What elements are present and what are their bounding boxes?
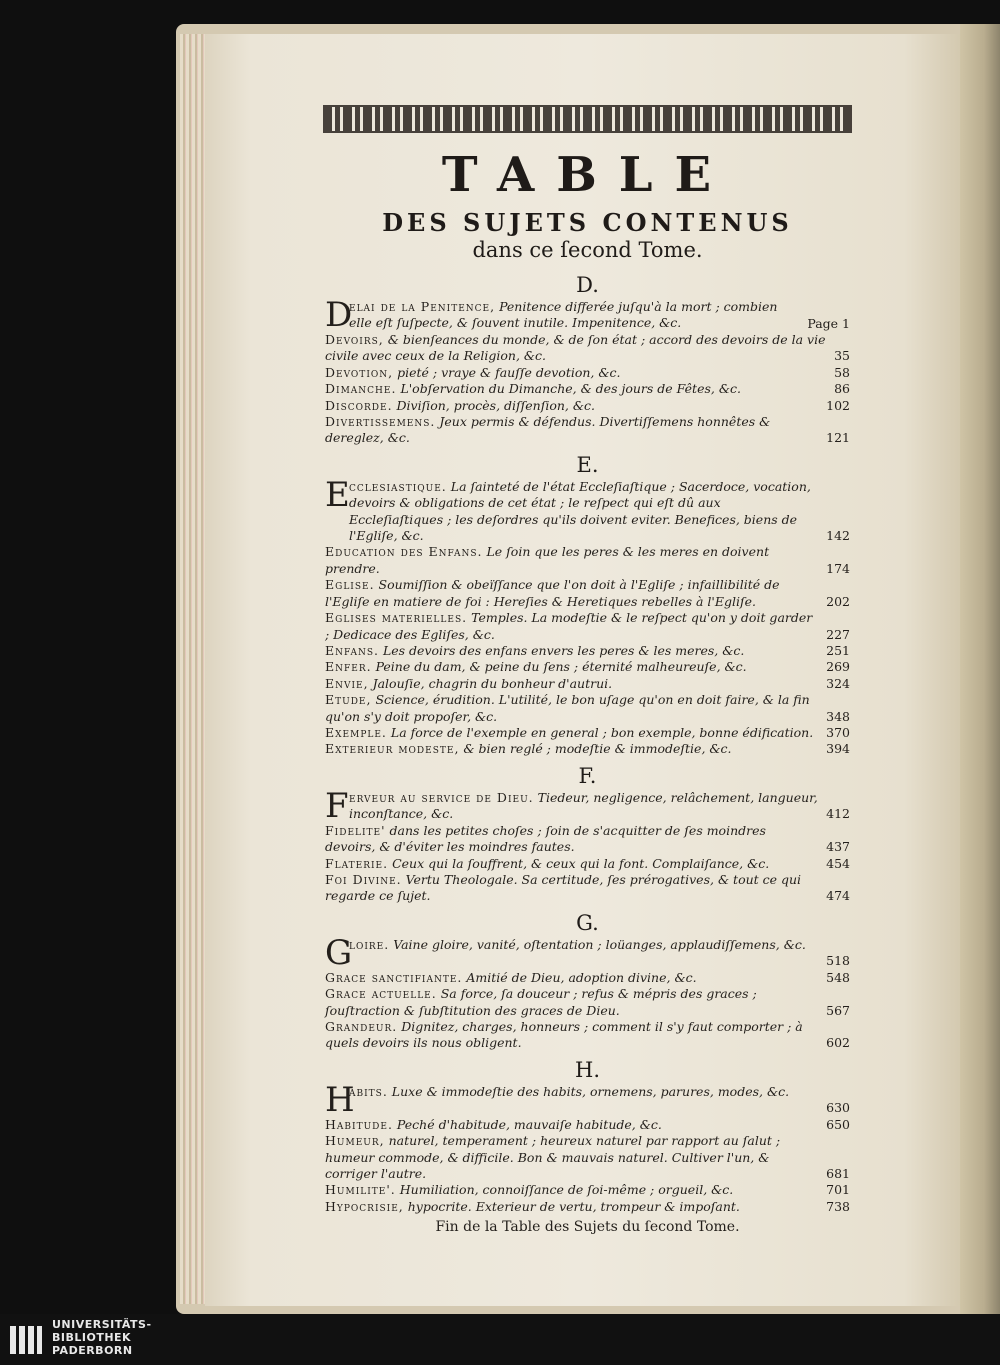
entry-page-number: 394	[826, 741, 850, 757]
entry-heading: Humilite'.	[325, 1182, 396, 1198]
entry-description: Humiliation, connoiſſance de ſoi-même ; orgueil, &c.	[399, 1182, 734, 1198]
toc-entry	[325, 1079, 850, 1120]
toc-entry	[325, 1117, 850, 1133]
entry-page-number: 474	[826, 888, 850, 904]
toc-entry	[325, 1199, 850, 1215]
entry-page-number: 518	[826, 953, 850, 969]
entry-heading: Grandeur.	[325, 1019, 398, 1034]
entry-page-number: 412	[826, 806, 850, 822]
entry-heading: Dimanche.	[325, 381, 397, 397]
toc-entry	[325, 1133, 850, 1182]
toc-entry	[325, 643, 850, 659]
toc-entry	[325, 1019, 850, 1052]
entry-heading: Devoirs,	[325, 332, 384, 347]
entry-description: pieté ; vraye & fauſſe devotion, &c.	[397, 364, 621, 380]
entry-heading: Discorde.	[325, 397, 393, 413]
entry-description: & bien reglé ; modeſtie & immodeſtie, &c.	[463, 741, 732, 757]
drop-cap: E	[325, 474, 350, 515]
entry-description: Peine du dam, & peine du ſens ; éternité malheureuſe, &c.	[375, 659, 747, 675]
entry-heading: abits.	[349, 1083, 388, 1099]
toc-entry	[325, 398, 850, 414]
entry-heading: Education des Enfans.	[325, 544, 483, 560]
library-name-line-2: BIBLIOTHEK	[52, 1331, 132, 1344]
toc-entry	[325, 332, 850, 365]
entry-heading: Fidelite'	[325, 822, 386, 838]
entry-page-number: 567	[826, 1002, 850, 1018]
entry-description: Le ſoin que les peres & les meres en doivent prendre.	[325, 544, 770, 576]
entry-heading: cclesiastique.	[349, 478, 447, 494]
entry-description: hypocrite. Exterieur de vertu, trompeur & impoſant.	[407, 1198, 740, 1214]
toc-entry	[325, 856, 850, 872]
section-letter: H.	[575, 1057, 600, 1082]
entry-description: Jalouſie, chagrin du bonheur d'autrui.	[372, 675, 613, 691]
toc-entry	[325, 544, 850, 577]
closing-line: Fin de la Table des Sujets du ſecond Tome.	[435, 1219, 740, 1236]
toc-entry	[325, 676, 850, 692]
entry-description: Sa force, ſa douceur ; refus & mépris des graces ; ſouſtraction & ſubſtitution des graces de Dieu.	[325, 986, 757, 1018]
drop-cap: G	[325, 932, 353, 973]
entry-page-number: 602	[826, 1035, 850, 1051]
library-logo-bar	[0, 1314, 1000, 1365]
entry-description: La force de l'exemple en general ; bon exemple, bonne édification.	[390, 724, 814, 740]
toc-entry	[325, 986, 850, 1019]
entry-description: Science, érudition. L'utilité, le bon uſage qu'on en doit faire, & la fin qu'on s'y doit propoſer, &c.	[325, 692, 810, 724]
toc-entry	[325, 610, 850, 643]
entry-description: Temples. La modeſtie & le reſpect qu'on y doit garder ; Dedicace des Egliſes, &c.	[325, 610, 813, 642]
entry-page-number: 142	[826, 528, 850, 544]
toc-entry	[325, 741, 850, 757]
entry-page-number: 121	[826, 430, 850, 446]
entry-description: Les devoirs des enfans envers les peres & les meres, &c.	[382, 642, 745, 658]
entry-description: Ceux qui la ſouffrent, & ceux qui la font. Complaiſance, &c.	[392, 855, 770, 871]
entry-heading: Flaterie.	[325, 855, 389, 871]
entry-description: Dignitez, charges, honneurs ; comment il s'y faut comporter ; à quels devoirs ils nous obligent.	[325, 1019, 803, 1051]
entry-heading: Enfans.	[325, 642, 379, 658]
entry-page-number: 251	[826, 642, 850, 658]
entry-heading: Exemple.	[325, 724, 387, 740]
entry-page-number: 454	[826, 855, 850, 871]
entry-heading: Habitude.	[325, 1116, 393, 1132]
toc-entry	[325, 872, 850, 905]
entry-page-number: 348	[826, 708, 850, 724]
entry-page-number: 370	[826, 724, 850, 740]
library-name-line-3: PADERBORN	[52, 1344, 133, 1357]
entry-description: Luxe & immodeſtie des habits, ornemens, parures, modes, &c.	[391, 1083, 790, 1099]
toc-entry	[325, 295, 850, 335]
entry-page-number: 681	[826, 1166, 850, 1182]
entry-page-number: 701	[826, 1182, 850, 1198]
entry-page-number: 227	[826, 626, 850, 642]
entry-page-number: 630	[826, 1100, 850, 1116]
page-subtitle: DES SUJETS CONTENUS	[382, 208, 793, 237]
entry-heading: Etude,	[325, 692, 372, 708]
toc-entry	[325, 474, 850, 545]
section-letter: E.	[576, 452, 599, 477]
entry-description: Penitence differée juſqu'à la mort ; combien elle eſt ſuſpecte, & ſouvent inutile. Impenitence, &c.	[349, 299, 778, 331]
entry-description: L'obſervation du Dimanche, & des jours de Fêtes, &c.	[400, 381, 741, 397]
entry-page-number: 738	[826, 1198, 850, 1214]
entry-page-number: 548	[826, 969, 850, 985]
entry-heading: Eglises materielles.	[325, 610, 468, 626]
entry-description: Peché d'habitude, mauvaiſe habitude, &c.	[396, 1116, 662, 1132]
toc-entry	[325, 414, 850, 447]
toc-entry	[325, 970, 850, 986]
toc-entry	[325, 725, 850, 741]
toc-entry	[325, 381, 850, 397]
toc-entry	[325, 785, 850, 826]
entry-heading: Grace actuelle.	[325, 986, 437, 1002]
entry-heading: Envie,	[325, 675, 369, 691]
entry-heading: Devotion,	[325, 364, 394, 380]
ornament-band	[323, 105, 852, 133]
entry-description: Vertu Theologale. Sa certitude, ſes prérogatives, & tout ce qui regarde ce ſujet.	[325, 871, 802, 904]
entry-page-number: 86	[834, 381, 850, 397]
entry-heading: Grace sanctifiante.	[325, 969, 463, 985]
entry-heading: elai de la Penitence,	[349, 299, 496, 314]
drop-cap: F	[325, 785, 349, 826]
entry-page-number: Page 1	[807, 315, 850, 331]
section-letter: F.	[578, 763, 597, 788]
table-of-contents	[325, 271, 850, 1215]
entry-description: La ſainteté de l'état Eccleſiaſtique ; Sacerdoce, vocation, devoirs & obligations de cet état ; le reſpect qui eſt dû aux Eccleſiaſtiques ; les deſordres qu'ils doivent eviter. Benefices, biens de l'Egliſe, &c.	[349, 478, 811, 544]
entry-description: Vaine gloire, vanité, oſtentation ; loüanges, applaudiſſemens, &c.	[393, 936, 806, 952]
library-logo-icon	[8, 1322, 44, 1358]
drop-cap: D	[325, 295, 353, 335]
entry-heading: Eglise.	[325, 577, 375, 593]
entry-page-number: 202	[826, 593, 850, 609]
toc-entry	[325, 692, 850, 725]
entry-heading: loire.	[349, 936, 390, 952]
page-subtitle-2: dans ce ſecond Tome.	[472, 238, 703, 262]
library-name	[52, 1318, 152, 1357]
section-letter: D.	[576, 273, 599, 297]
entry-heading: Divertissemens.	[325, 414, 436, 430]
entry-description: Diviſion, procès, diſſenſion, &c.	[396, 397, 595, 413]
entry-heading: Hypocrisie,	[325, 1198, 404, 1214]
section-letter: G.	[576, 910, 599, 935]
entry-description: Tiedeur, negligence, relâchement, langueur, inconſtance, &c.	[349, 789, 818, 822]
toc-entry	[325, 1182, 850, 1198]
page-title: TABLE	[441, 147, 734, 203]
entry-page-number: 324	[826, 675, 850, 691]
toc-entry	[325, 577, 850, 610]
toc-entry	[325, 659, 850, 675]
page-content	[325, 105, 850, 1235]
entry-page-number: 102	[826, 397, 850, 413]
entry-page-number: 269	[826, 659, 850, 675]
entry-page-number: 58	[834, 364, 850, 380]
entry-description: naturel, temperament ; heureux naturel par rapport au ſalut ; humeur commode, & difficile. Bon & mauvais naturel. Cultiver l'un, & corriger l'autre.	[325, 1133, 781, 1182]
entry-heading: Foi Divine.	[325, 871, 402, 887]
entry-heading: Humeur,	[325, 1133, 385, 1149]
entry-page-number: 35	[834, 348, 850, 364]
entry-description: Amitié de Dieu, adoption divine, &c.	[466, 969, 697, 985]
entry-description: dans les petites choſes ; ſoin de s'acquitter de ſes moindres devoirs, & d'éviter les moindres fautes.	[325, 822, 766, 855]
entry-page-number: 174	[826, 560, 850, 576]
entry-description: & bienſeances du monde, & de ſon état ; accord des devoirs de la vie civile avec ceux de la Religion, &c.	[325, 332, 826, 364]
entry-description: Jeux permis & défendus. Divertiſſemens honnêtes & dereglez, &c.	[325, 414, 771, 446]
entry-description: Soumiſſion & obeïſſance que l'on doit à l'Egliſe ; infaillibilité de l'Egliſe en matiere de foi : Hereſies & Heretiques rebelles à l'Egliſe.	[325, 577, 780, 609]
entry-heading: Exterieur modeste,	[325, 741, 460, 757]
entry-heading: Enfer.	[325, 659, 372, 675]
toc-entry	[325, 932, 850, 973]
book-gutter	[960, 24, 1000, 1314]
entry-heading: erveur au service de Dieu.	[349, 789, 534, 805]
library-name-line-1: UNIVERSITÄTS-	[52, 1318, 152, 1331]
entry-page-number: 650	[826, 1116, 850, 1132]
drop-cap: H	[325, 1079, 355, 1120]
entry-page-number: 437	[826, 839, 850, 855]
toc-entry	[325, 823, 850, 856]
toc-entry	[325, 365, 850, 381]
